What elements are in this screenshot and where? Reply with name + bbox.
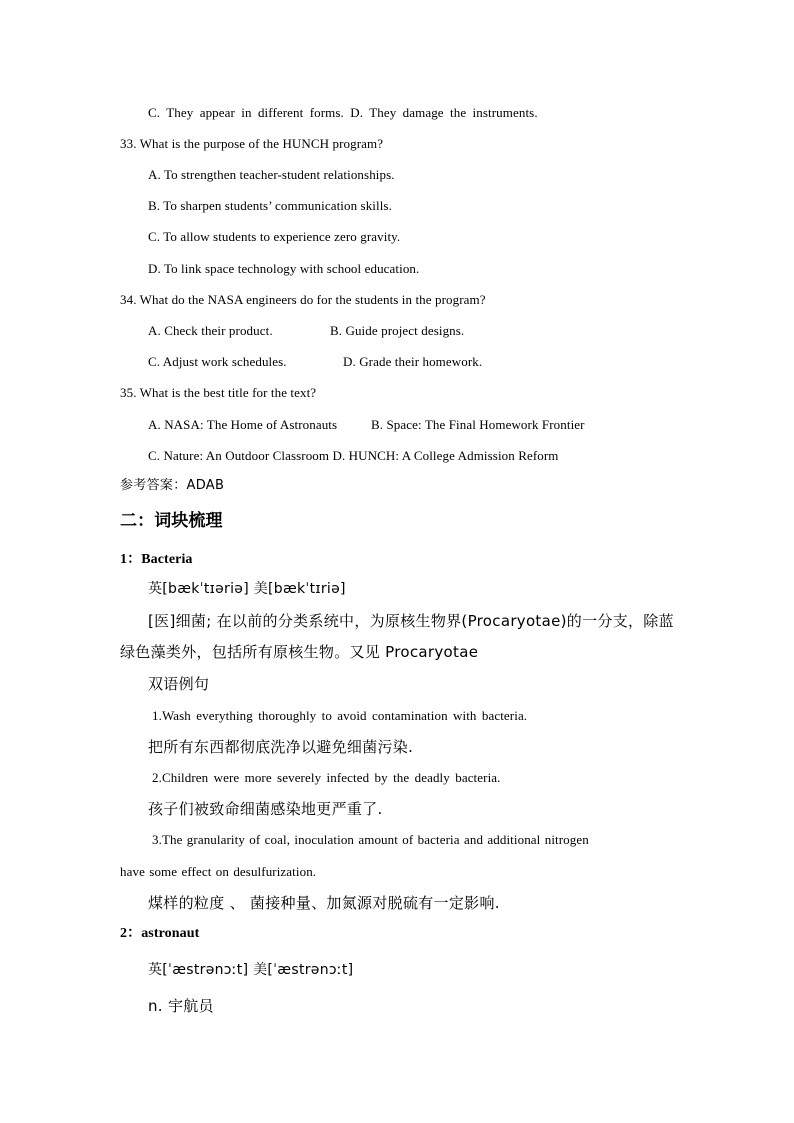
q33-option-d: D. To link space technology with school education. bbox=[148, 261, 420, 276]
example-1-english: 1.Wash everything thoroughly to avoid contamination with bacteria. bbox=[152, 708, 528, 723]
q34-option-b: B. Guide project designs. bbox=[330, 323, 465, 338]
q33-option-c: C. To allow students to experience zero gravity. bbox=[148, 229, 401, 244]
entry-astronaut-phonetic: 英[ˈæstrənɔːt] 美[ˈæstrənɔːt] bbox=[148, 962, 354, 978]
entry-bacteria-title: 1：Bacteria bbox=[120, 552, 193, 567]
q34-question: 34. What do the NASA engineers do for the students in the program? bbox=[120, 292, 486, 307]
q34-option-c: C. Adjust work schedules. bbox=[148, 354, 287, 369]
section-heading: 二：词块梳理 bbox=[120, 511, 223, 531]
entry-astronaut-definition: n. 宇航员 bbox=[148, 997, 214, 1015]
q33-option-a: A. To strengthen teacher-student relationships. bbox=[148, 167, 395, 182]
example-3-chinese: 煤样的粒度 、 菌接种量、加氮源对脱硫有一定影响. bbox=[148, 894, 500, 912]
answer-key: 参考答案：ADAB bbox=[120, 478, 225, 493]
q35-option-b: B. Space: The Final Homework Frontier bbox=[371, 417, 585, 432]
entry-bacteria-definition-line2: 绿色藻类外，包括所有原核生物。又见 Procaryotae bbox=[120, 643, 479, 661]
q33-option-b: B. To sharpen students’ communication skills. bbox=[148, 198, 392, 213]
entry-bacteria-phonetic: 英[bækˈtɪəriə] 美[bækˈtɪriə] bbox=[148, 581, 346, 597]
example-3-english-line2: have some effect on desulfurization. bbox=[120, 864, 317, 879]
example-2-english: 2.Children were more severely infected by the deadly bacteria. bbox=[152, 770, 501, 785]
example-1-chinese: 把所有东西都彻底洗净以避免细菌污染. bbox=[148, 738, 414, 756]
example-3-english-line1: 3.The granularity of coal, inoculation amount of bacteria and additional nitrogen bbox=[152, 832, 589, 847]
entry-astronaut-title: 2：astronaut bbox=[120, 926, 200, 941]
example-2-chinese: 孩子们被致命细菌感染地更严重了. bbox=[148, 800, 383, 818]
q34-option-d: D. Grade their homework. bbox=[343, 354, 483, 369]
q35-option-a: A. NASA: The Home of Astronauts bbox=[148, 417, 338, 432]
q32-options-cd: C. They appear in different forms. D. They damage the instruments. bbox=[148, 105, 538, 120]
examples-label: 双语例句 bbox=[148, 675, 210, 693]
q35-options-cd: C. Nature: An Outdoor Classroom D. HUNCH: A College Admission Reform bbox=[148, 448, 559, 463]
q34-option-a: A. Check their product. bbox=[148, 323, 273, 338]
q35-question: 35. What is the best title for the text? bbox=[120, 385, 317, 400]
q33-question: 33. What is the purpose of the HUNCH program? bbox=[120, 136, 384, 151]
entry-bacteria-definition-line1: [医]细菌; 在以前的分类系统中，为原核生物界(Procaryotae)的一分支，除蓝 bbox=[148, 612, 674, 630]
